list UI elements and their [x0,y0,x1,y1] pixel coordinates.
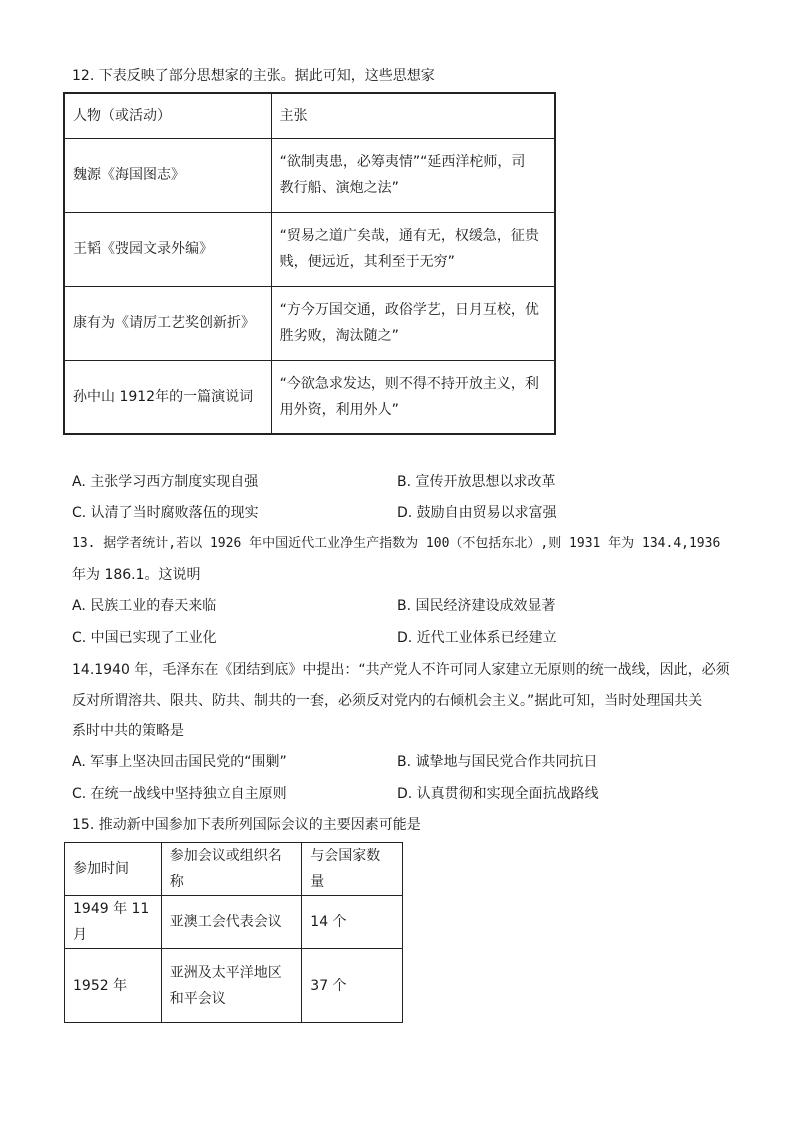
claim-line: 贱，便远近，其利至于无穷” [279,254,455,270]
q15-stem: 15. 推动新中国参加下表所列国际会议的主要因素可能是 [72,817,421,833]
table-row [64,212,555,286]
table-header-cell: 参加会议或组织名称 [161,843,302,896]
table-cell-time: 1949 年 11 月 [65,896,162,949]
table-cell-name [161,949,302,1023]
name-line: 和平会议 [169,990,226,1007]
table-header-row [64,93,555,138]
q14-stem-line1: 14.1940 年，毛泽东在《团结到底》中提出：“共产党人不许可同人家建立无原则的统一战线，因此，必须 [72,662,730,678]
q13-option-c[interactable]: C. 中国已实现了工业化 [72,630,217,646]
q12-table [63,92,556,435]
table-header-cell: 与会国家数量 [302,843,403,896]
q14-stem-line3: 系时中共的策略是 [72,723,184,739]
table-header-row [65,843,403,896]
q13-option-b[interactable]: B. 国民经济建设成效显著 [397,598,556,614]
q12-option-a[interactable]: A. 主张学习西方制度实现自强 [72,474,259,490]
table-cell-person: 王韬《弢园文录外编》 [64,212,271,286]
q14-option-c[interactable]: C. 在统一战线中坚持独立自主原则 [72,786,287,802]
claim-line: “欲制夷患，必筹夷情”“延西洋柁师，司 [279,154,526,170]
q12-stem: 12. 下表反映了部分思想家的主张。据此可知，这些思想家 [72,68,435,84]
table-cell-claim [271,360,555,434]
table-cell-person: 康有为《请厉工艺奖创新折》 [64,286,271,360]
table-cell-time: 1952 年 [65,949,162,1023]
table-row [64,286,555,360]
q12-option-b[interactable]: B. 宣传开放思想以求改革 [397,474,556,490]
table-cell-claim [271,138,555,212]
table-cell-name: 亚澳工会代表会议 [161,896,302,949]
table-row [64,138,555,212]
table-header-cell: 参加时间 [65,843,162,896]
table-cell-claim [271,286,555,360]
table-row [65,949,403,1023]
q13-option-a[interactable]: A. 民族工业的春天来临 [72,598,217,614]
name-line: 亚洲及太平洋地区 [169,964,282,981]
claim-line: “贸易之道广矣哉，通有无，权缓急，征贵 [279,228,539,244]
q14-option-b[interactable]: B. 诚挚地与国民党合作共同抗日 [397,754,598,770]
claim-line: 用外资，利用外人” [279,401,399,418]
claim-line: 教行船、演炮之法” [279,180,399,196]
table-header-cell: 主张 [271,93,555,138]
q14-option-a[interactable]: A. 军事上坚决回击国民党的“围剿” [72,754,287,770]
q15-table [64,842,403,1023]
claim-line: “方今万国交通，政俗学艺，日月互校，优 [279,302,539,318]
table-row [64,360,555,434]
table-cell-count: 14 个 [302,896,403,949]
claim-line: 胜劣败，淘汰随之” [279,328,399,344]
q13-option-d[interactable]: D. 近代工业体系已经建立 [397,630,557,646]
q14-option-d[interactable]: D. 认真贯彻和实现全面抗战路线 [397,786,599,802]
claim-line: “今欲急求发达，则不得不持开放主义，利 [279,375,539,392]
q12-option-d[interactable]: D. 鼓励自由贸易以求富强 [397,505,557,521]
q13-stem-line2: 年为 186.1。这说明 [72,567,201,583]
table-row [65,896,403,949]
table-cell-person: 魏源《海国图志》 [64,138,271,212]
table-header-cell: 人物（或活动） [64,93,271,138]
table-cell-person: 孙中山 1912年的一篇演说词 [64,360,271,434]
table-cell-claim [271,212,555,286]
q14-stem-line2: 反对所谓溶共、限共、防共、制共的一套，必须反对党内的右倾机会主义。”据此可知，当时处理国共关 [72,693,703,709]
table-cell-count: 37 个 [302,949,403,1023]
q12-option-c[interactable]: C. 认清了当时腐败落伍的现实 [72,505,259,521]
q13-stem-line1: 13. 据学者统计,若以 1926 年中国近代工业净生产指数为 100（不包括东北）,则 1931 年为 134.4,1936 [72,536,721,551]
